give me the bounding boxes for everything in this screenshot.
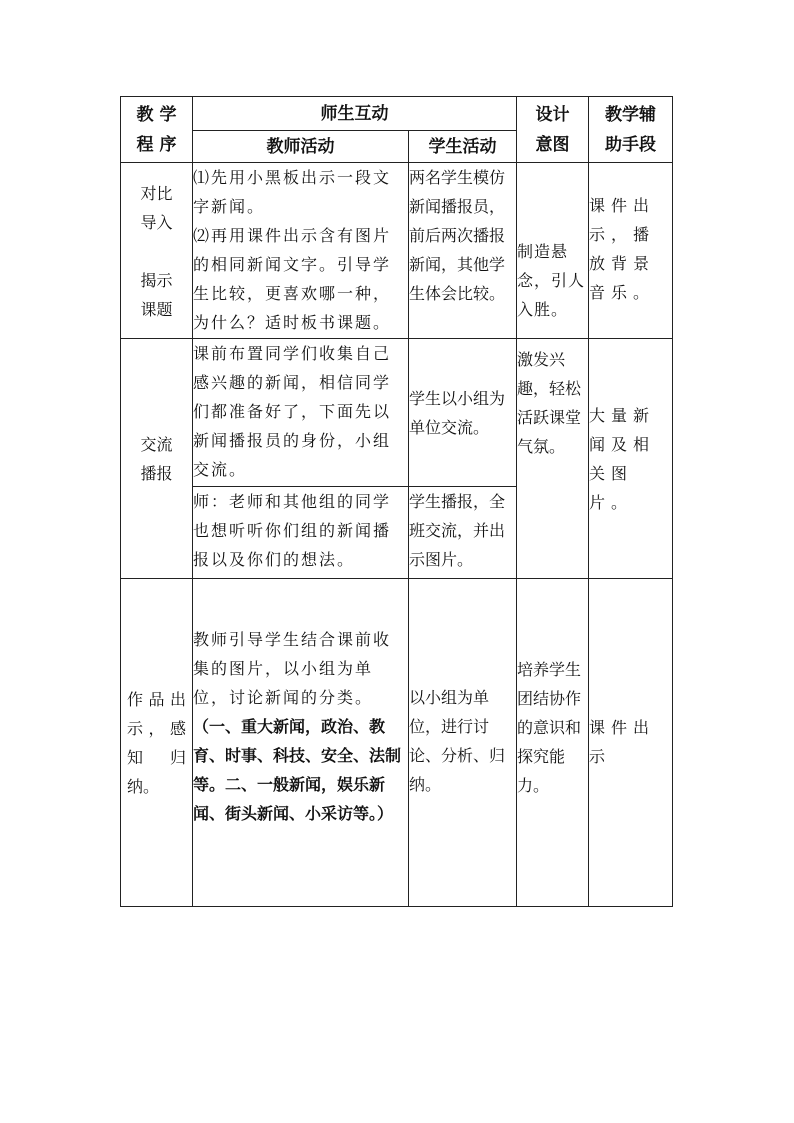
teacher-step-1: ⑴先用小黑板出示一段文字新闻。 [193,168,392,216]
teacher-activity-3-text: 教师引导学生结合课前收集的图片，以小组为单位，讨论新闻的分类。 [193,630,392,707]
teacher-activity-1 [193,163,409,339]
teacher-activity-3 [193,579,409,907]
purpose-1: 制造悬念，引人入胜。 [517,163,589,339]
header-interaction: 师生互动 [193,97,517,131]
stage-cell-share: 交流 播报 [121,339,193,579]
header-teacher-activity: 教师活动 [193,131,409,163]
header-aids: 教学辅 助手段 [589,97,673,163]
aids-1: 课件出示，播放背景音乐。 [589,163,673,339]
teacher-step-2: ⑵再用课件出示含有图片的相同新闻文字。引导学生比较，更喜欢哪一种，为什么？适时板书课题。 [193,226,392,332]
stage-label-reveal: 揭示 课题 [140,271,173,319]
header-purpose: 设计 意图 [517,97,589,163]
stage-cell-intro [121,163,193,339]
stage-label-compare: 对比 导入 [140,184,173,232]
teacher-activity-2b: 师：老师和其他组的同学也想听听你们组的新闻播报以及你们的想法。 [193,487,409,579]
student-activity-3: 以小组为单位，进行讨论、分析、归纳。 [409,579,517,907]
teacher-activity-3-bold: （一、重大新闻，政治、教育、时事、科技、安全、法制等。二、一般新闻，娱乐新闻、街头新闻、小采访等。） [193,717,402,823]
stage-cell-summary: 作品出示，感知归纳。 [121,579,193,907]
teacher-activity-2a: 课前布置同学们收集自己感兴趣的新闻，相信同学们都准备好了，下面先以新闻播报员的身份，小组交流。 [193,339,409,487]
purpose-3: 培养学生团结协作的意识和探究能力。 [517,579,589,907]
header-stage: 教 学 程 序 [121,97,193,163]
aids-3: 课件出示 [589,579,673,907]
lesson-plan-table [120,96,673,907]
header-student-activity: 学生活动 [409,131,517,163]
student-activity-2b: 学生播报，全班交流，并出示图片。 [409,487,517,579]
aids-2: 大量新闻及相关图片。 [589,339,673,579]
purpose-2: 激发兴趣，轻松活跃课堂气氛。 [517,339,589,579]
student-activity-1: 两名学生模仿新闻播报员，前后两次播报新闻，其他学生体会比较。 [409,163,517,339]
student-activity-2a: 学生以小组为单位交流。 [409,339,517,487]
